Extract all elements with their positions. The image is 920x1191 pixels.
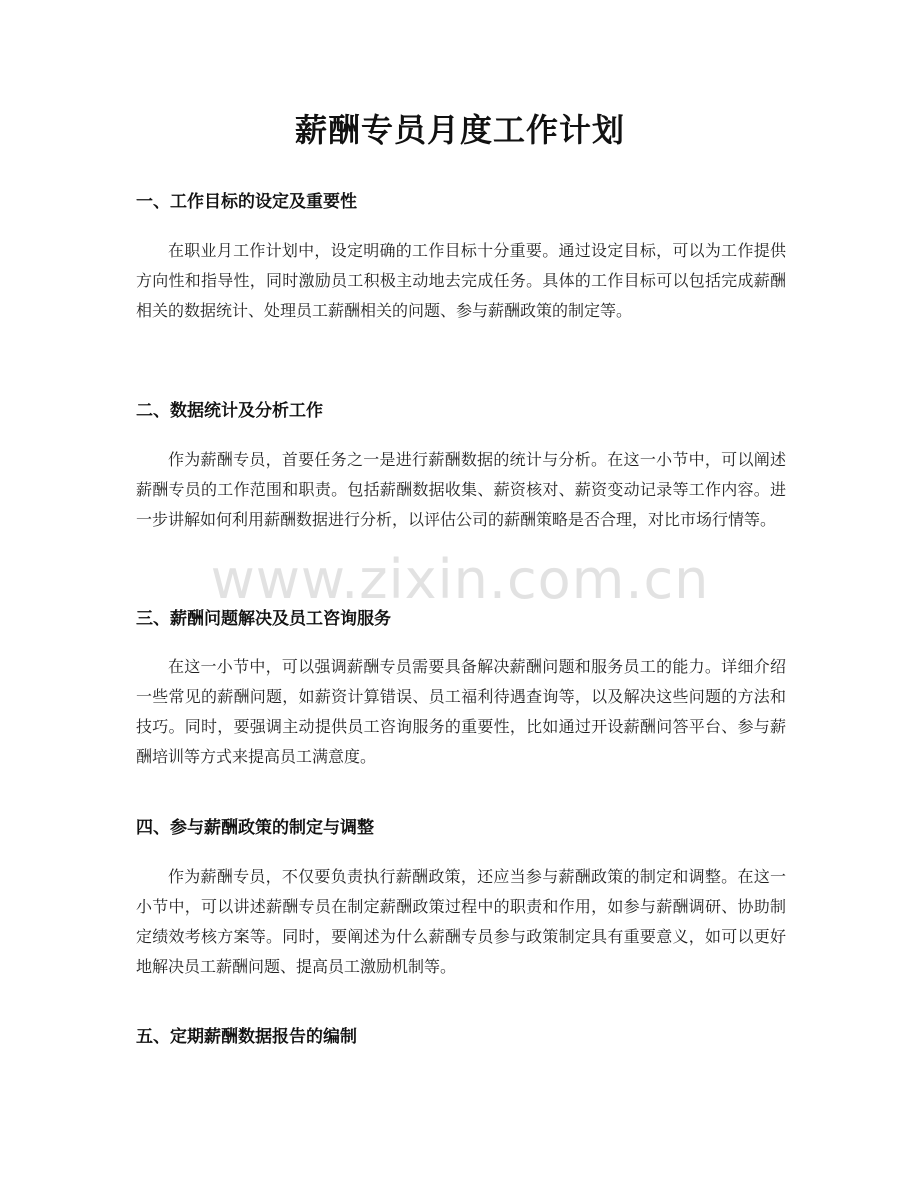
section-heading-2: 二、数据统计及分析工作 <box>136 401 323 421</box>
section-paragraph-1: 在职业月工作计划中，设定明确的工作目标十分重要。通过设定目标，可以为工作提供方向性和指导性，同时激励员工积极主动地去完成任务。具体的工作目标可以包括完成薪酬相关的数据统计、处理员工薪酬相关的问题、参与薪酬政策的制定等。 <box>136 241 786 320</box>
section-paragraph-3: 在这一小节中，可以强调薪酬专员需要具备解决薪酬问题和服务员工的能力。详细介绍一些常见的薪酬问题，如薪资计算错误、员工福利待遇查询等，以及解决这些问题的方法和技巧。同时，要强调主动提供员工咨询服务的重要性，比如通过开设薪酬问答平台、参与薪酬培训等方式来提高员工满意度。 <box>136 657 786 766</box>
section-heading-3: 三、薪酬问题解决及员工咨询服务 <box>136 609 391 629</box>
section-heading-1: 一、工作目标的设定及重要性 <box>136 192 357 212</box>
section-heading-4: 四、参与薪酬政策的制定与调整 <box>136 818 374 838</box>
watermark-text: www.zixin.com.cn <box>210 548 710 611</box>
document-title: 薪酬专员月度工作计划 <box>294 111 625 149</box>
section-paragraph-2: 作为薪酬专员，首要任务之一是进行薪酬数据的统计与分析。在这一小节中，可以阐述薪酬专员的工作范围和职责。包括薪酬数据收集、薪资核对、薪资变动记录等工作内容。进一步讲解如何利用薪酬数据进行分析，以评估公司的薪酬策略是否合理，对比市场行情等。 <box>136 450 786 529</box>
section-heading-5: 五、定期薪酬数据报告的编制 <box>136 1027 357 1047</box>
section-paragraph-4: 作为薪酬专员，不仅要负责执行薪酬政策，还应当参与薪酬政策的制定和调整。在这一小节中，可以讲述薪酬专员在制定薪酬政策过程中的职责和作用，如参与薪酬调研、协助制定绩效考核方案等。同时，要阐述为什么薪酬专员参与政策制定具有重要意义，如可以更好地解决员工薪酬问题、提高员工激励机制等。 <box>136 867 786 976</box>
